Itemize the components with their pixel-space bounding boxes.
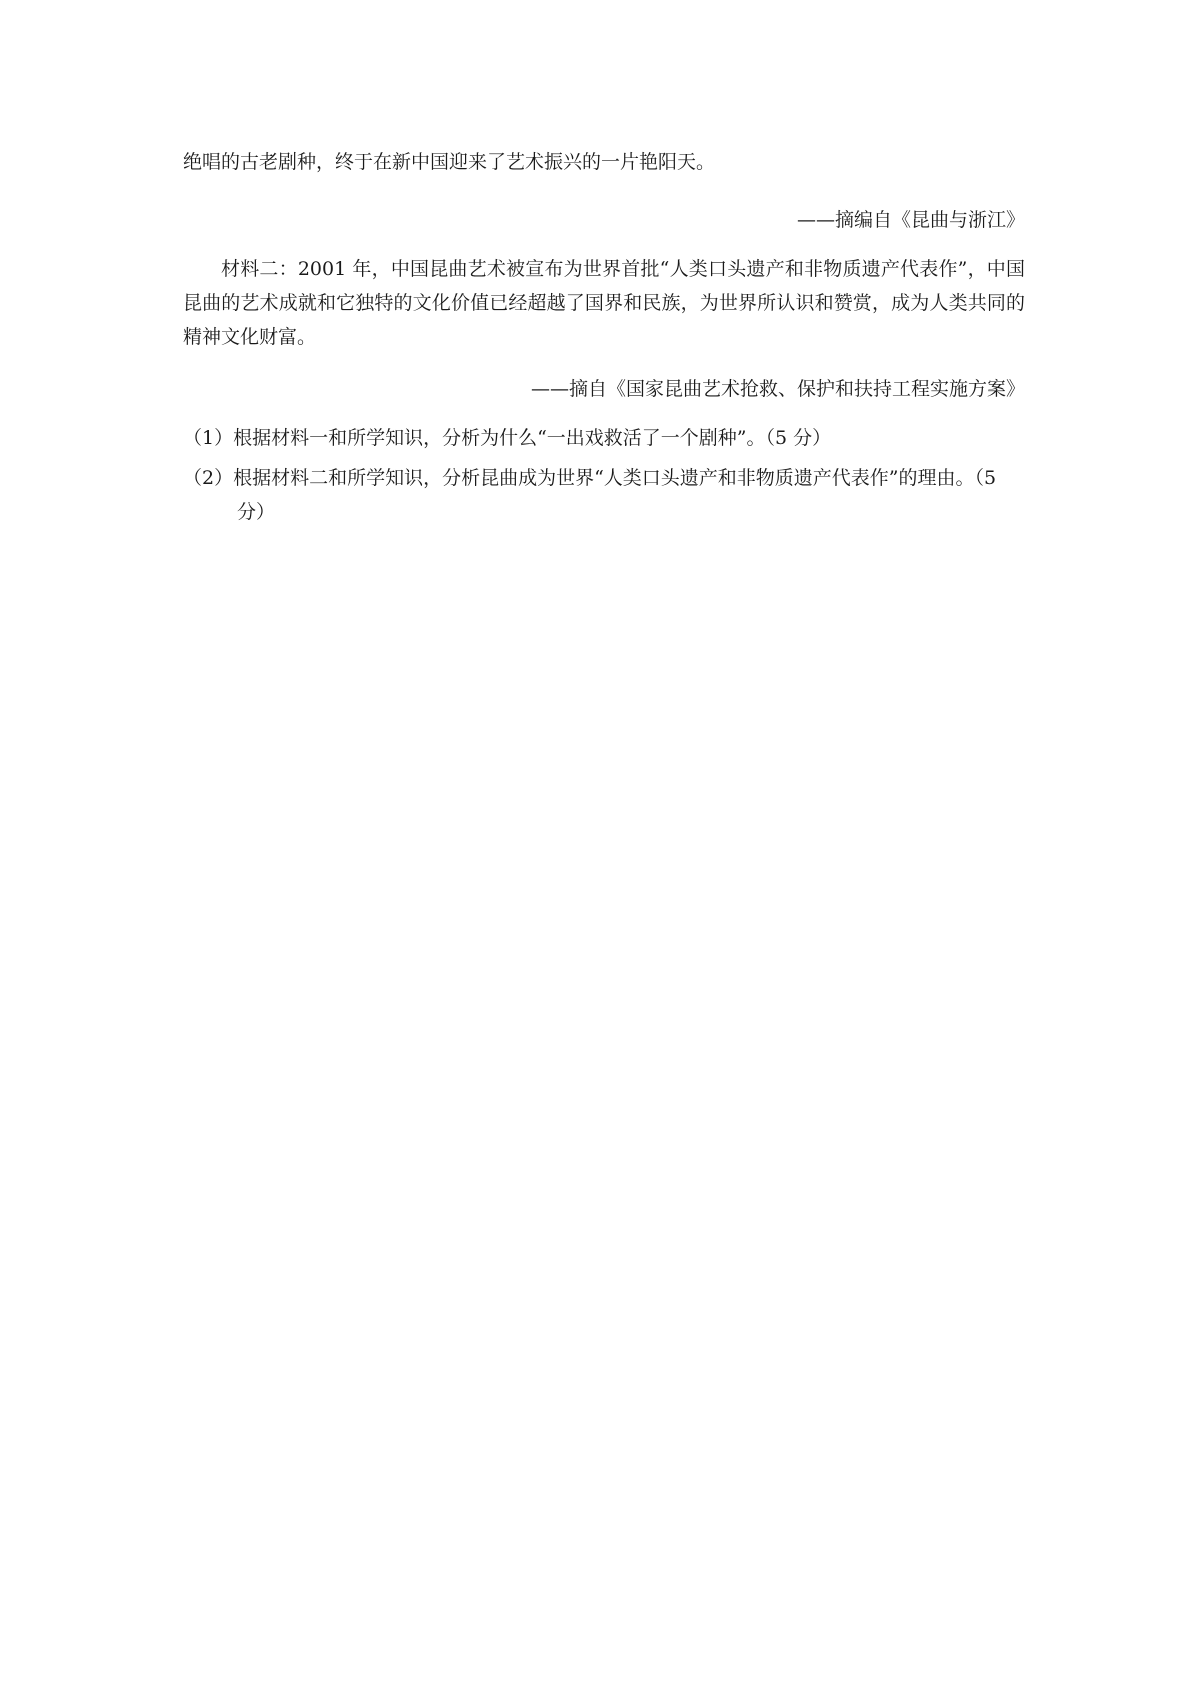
question-2: （2）根据材料二和所学知识，分析昆曲成为世界“人类口头遗产和非物质遗产代表作”的理由。（5 分） — [183, 467, 997, 523]
source-citation-1: ——摘编自《昆曲与浙江》 — [796, 209, 1025, 231]
material-1-continuation: 绝唱的古老剧种，终于在新中国迎来了艺术振兴的一片艳阳天。 — [183, 151, 716, 173]
material-2-paragraph: 材料二：2001 年，中国昆曲艺术被宣布为世界首批“人类口头遗产和非物质遗产代表作”，中国昆曲的艺术成就和它独特的文化价值已经超越了国界和民族，为世界所认识和赞赏，成为人类共同的精神文化财富。 — [183, 258, 1025, 348]
source-citation-2: ——摘自《国家昆曲艺术抢救、保护和扶持工程实施方案》 — [530, 378, 1025, 400]
question-1: （1）根据材料一和所学知识，分析为什么“一出戏救活了一个剧种”。（5 分） — [183, 427, 832, 449]
document-page — [183, 148, 1025, 529]
